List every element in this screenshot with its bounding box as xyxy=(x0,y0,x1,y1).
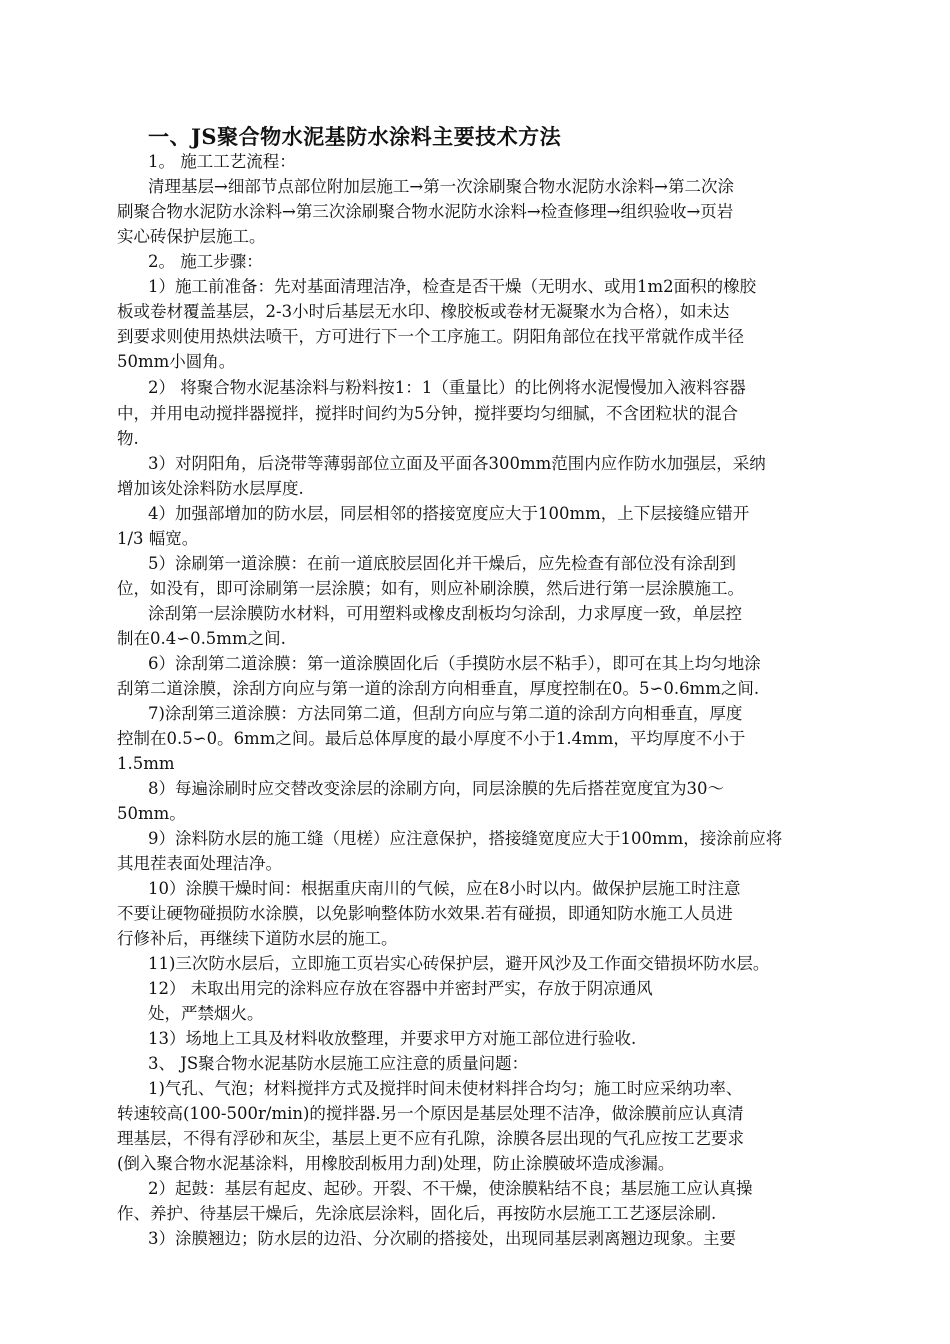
text-line: 2）起鼓：基层有起皮、起砂。开裂、不干燥，使涂膜粘结不良；基层施工应认真操 xyxy=(148,1179,753,1198)
text-line: 其甩茬表面处理洁净。 xyxy=(117,854,282,873)
text-line: 2。 施工步骤： xyxy=(148,252,263,271)
text-line: 12） 未取出用完的涂料应存放在容器中并密封严实，存放于阴凉通风 xyxy=(148,979,653,998)
text-line: 行修补后，再继续下道防水层的施工。 xyxy=(117,929,398,948)
text-line: 4）加强部增加的防水层，同层相邻的搭接宽度应大于100mm，上下层接缝应错开 xyxy=(148,504,750,523)
text-line: 实心砖保护层施工。 xyxy=(117,227,266,246)
text-line: 50mm。 xyxy=(117,804,186,823)
text-line: 1)气孔、气泡；材料搅拌方式及搅拌时间未使材料拌合均匀；施工时应采纳功率、 xyxy=(148,1079,743,1098)
text-line: 刮第二道涂膜，涂刮方向应与第一道的涂刮方向相垂直，厚度控制在0。5∽0.6mm之间. xyxy=(117,679,760,698)
text-line: 6）涂刮第二道涂膜：第一道涂膜固化后（手摸防水层不粘手），即可在其上均匀地涂 xyxy=(148,654,761,673)
text-line: 1。 施工工艺流程： xyxy=(148,152,296,171)
text-line: 不要让硬物碰损防水涂膜，以免影响整体防水效果.若有碰损，即通知防水施工人员进 xyxy=(117,904,733,923)
text-line: 位，如没有，即可涂刷第一层涂膜；如有，则应补刷涂膜，然后进行第一层涂膜施工。 xyxy=(117,579,744,598)
text-line: 涂刮第一层涂膜防水材料，可用塑料或橡皮刮板均匀涂刮，力求厚度一致，单层控 xyxy=(148,604,742,623)
text-line: 中，并用电动搅拌器搅拌，搅拌时间约为5分钟，搅拌要均匀细腻，不含团粒状的混合 xyxy=(117,404,738,423)
text-line: 8）每遍涂刷时应交替改变涂层的涂刷方向，同层涂膜的先后搭茬宽度宜为30～ xyxy=(148,779,724,798)
text-line: 9）涂料防水层的施工缝（甩槎）应注意保护，搭接缝宽度应大于100mm，接涂前应将 xyxy=(148,829,783,848)
text-line: 2） 将聚合物水泥基涂料与粉料按1：1（重量比）的比例将水泥慢慢加入液料容器 xyxy=(148,378,746,397)
text-line: 清理基层→细部节点部位附加层施工→第一次涂刷聚合物水泥防水涂料→第二次涂 xyxy=(148,177,734,196)
text-line: 10）涂膜干燥时间：根据重庆南川的气候，应在8小时以内。做保护层施工时注意 xyxy=(148,879,741,898)
text-line: 转速较高(100-500r/min)的搅拌器.另一个原因是基层处理不洁净，做涂膜前应认真清 xyxy=(117,1104,744,1123)
section-title: 一、JS聚合物水泥基防水涂料主要技术方法 xyxy=(148,124,562,149)
text-line: 13）场地上工具及材料收放整理，并要求甲方对施工部位进行验收. xyxy=(148,1029,637,1048)
text-line: 3）涂膜翘边；防水层的边沿、分次刷的搭接处，出现同基层剥离翘边现象。主要 xyxy=(148,1229,736,1248)
text-line: 1.5mm xyxy=(117,754,175,773)
text-line: 7)涂刮第三道涂膜：方法同第二道，但刮方向应与第二道的涂刮方向相垂直，厚度 xyxy=(148,704,743,723)
text-line: 1/3 幅宽。 xyxy=(117,529,199,548)
text-line: 11)三次防水层后，立即施工页岩实心砖保护层，避开风沙及工作面交错损坏防水层。 xyxy=(148,954,770,973)
text-line: 50mm小圆角。 xyxy=(117,352,236,371)
text-line: 3、 JS聚合物水泥基防水层施工应注意的质量问题： xyxy=(148,1054,529,1073)
text-line: 理基层，不得有浮砂和灰尘，基层上更不应有孔隙，涂膜各层出现的气孔应按工艺要求 xyxy=(117,1129,744,1148)
text-line: 物. xyxy=(117,429,139,448)
text-line: 作、养护、待基层干燥后，先涂底层涂料，固化后，再按防水层施工工艺逐层涂刷. xyxy=(117,1204,717,1223)
text-line: 制在0.4∽0.5mm之间. xyxy=(117,629,286,648)
text-line: 增加该处涂料防水层厚度. xyxy=(117,479,304,498)
text-line: 到要求则使用热烘法喷干，方可进行下一个工序施工。阴阳角部位在找平常就作成半径 xyxy=(117,327,744,346)
text-line: 板或卷材覆盖基层，2-3小时后基层无水印、橡胶板或卷材无凝聚水为合格），如未达 xyxy=(117,302,730,321)
text-line: 刷聚合物水泥防水涂料→第三次涂刷聚合物水泥防水涂料→检查修理→组织验收→页岩 xyxy=(117,202,734,221)
text-line: 1）施工前准备：先对基面清理洁净，检查是否干燥（无明水、或用1m2面积的橡胶 xyxy=(148,277,757,296)
text-line: 3）对阴阳角，后浇带等薄弱部位立面及平面各300mm范围内应作防水加强层，采纳 xyxy=(148,454,766,473)
text-line: (倒入聚合物水泥基涂料，用橡胶刮板用力刮)处理，防止涂膜破坏造成渗漏。 xyxy=(117,1154,675,1173)
text-line: 5）涂刷第一道涂膜：在前一道底胶层固化并干燥后，应先检查有部位没有涂刮到 xyxy=(148,554,736,573)
text-line: 控制在0.5∽0。6mm之间。最后总体厚度的最小厚度不小于1.4mm，平均厚度不小于 xyxy=(117,729,746,748)
text-line: 处，严禁烟火。 xyxy=(148,1004,264,1023)
